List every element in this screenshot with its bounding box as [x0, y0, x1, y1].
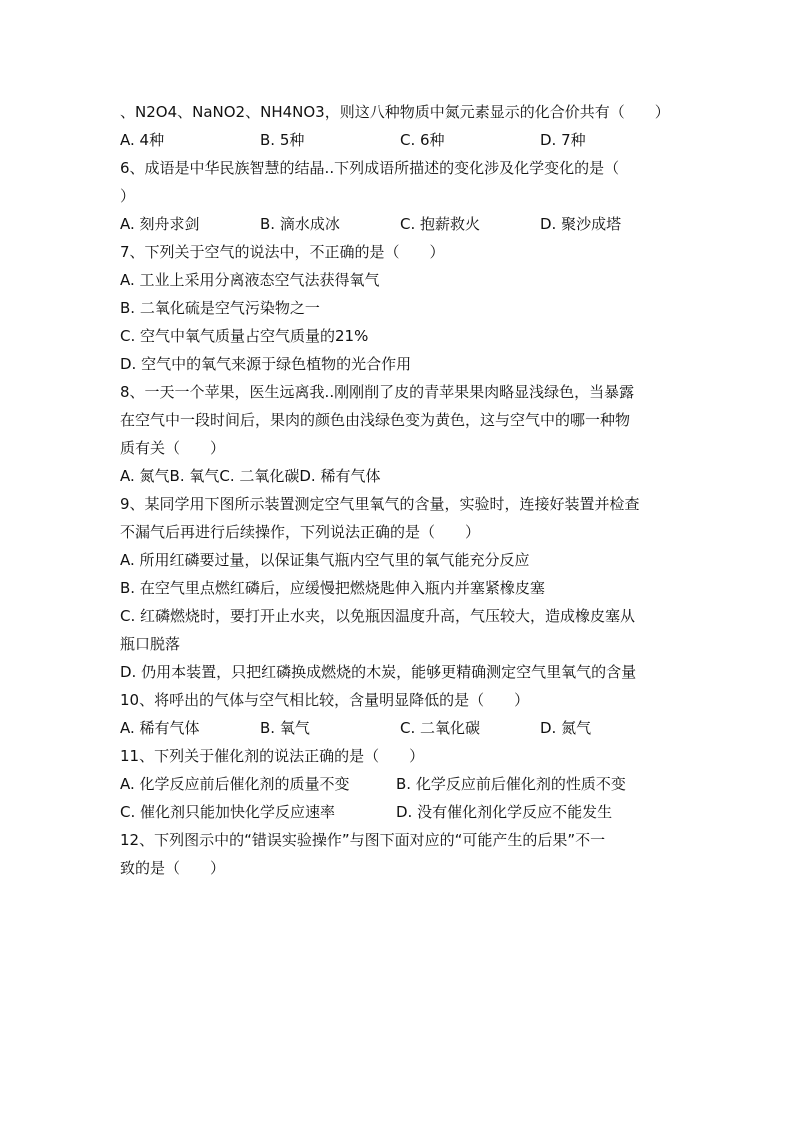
q6-option-b: B. 滴水成冰	[260, 215, 340, 233]
q9-stem-line-1: 9、某同学用下图所示装置测定空气里氧气的含量，实验时，连接好装置并检查	[120, 495, 640, 513]
q11-stem: 11、下列关于催化剂的说法正确的是（ ）	[120, 747, 425, 765]
q8-options: A. 氮气B. 氧气C. 二氧化碳D. 稀有气体	[120, 467, 381, 485]
q5-options	[120, 126, 680, 154]
q7-stem: 7、下列关于空气的说法中，不正确的是（ ）	[120, 243, 445, 261]
q10-option-b: B. 氧气	[260, 719, 310, 737]
q8-stem-line-3: 质有关（ ）	[120, 439, 226, 457]
q7-option-b: B. 二氧化硫是空气污染物之一	[120, 299, 320, 317]
q9-option-c-line-1: C. 红磷燃烧时，要打开止水夹，以免瓶因温度升高，气压较大，造成橡皮塞从	[120, 607, 636, 625]
q5-option-b: B. 5种	[260, 131, 305, 149]
q5-stem-tail: 、N2O4、NaNO2、NH4NO3，则这八种物质中氮元素显示的化合价共有（ ）	[120, 103, 670, 121]
q10-option-a: A. 稀有气体	[120, 719, 200, 737]
q6-stem-line-2: ）	[120, 187, 136, 205]
q9-option-d: D. 仍用本装置，只把红磷换成燃烧的木炭，能够更精确测定空气里氧气的含量	[120, 663, 637, 681]
q12-stem-line-1: 12、下列图示中的“错误实验操作”与图下面对应的“可能产生的后果”不一	[120, 831, 606, 849]
q9-stem-line-2: 不漏气后再进行后续操作，下列说法正确的是（ ）	[120, 523, 481, 541]
q7-option-d: D. 空气中的氧气来源于绿色植物的光合作用	[120, 355, 412, 373]
q5-option-d: D. 7种	[540, 131, 586, 149]
q6-option-a: A. 刻舟求剑	[120, 215, 200, 233]
q11-options-row-2	[120, 798, 680, 826]
q6-stem-line-1: 6、成语是中华民族智慧的结晶..下列成语所描述的变化涉及化学变化的是（	[120, 159, 620, 177]
q11-option-b: B. 化学反应前后催化剂的性质不变	[396, 775, 626, 793]
q6-options	[120, 210, 680, 238]
q11-option-c: C. 催化剂只能加快化学反应速率	[120, 803, 336, 821]
q11-option-a: A. 化学反应前后催化剂的质量不变	[120, 775, 350, 793]
q11-options-row-1	[120, 770, 680, 798]
q5-option-a: A. 4种	[120, 131, 165, 149]
document-page	[120, 98, 680, 882]
q9-option-a: A. 所用红磷要过量，以保证集气瓶内空气里的氧气能充分反应	[120, 551, 530, 569]
q12-stem-line-2: 致的是（ ）	[120, 859, 226, 877]
q6-option-c: C. 抱薪救火	[400, 215, 481, 233]
q7-option-c: C. 空气中氧气质量占空气质量的21%	[120, 327, 369, 345]
q9-option-b: B. 在空气里点燃红磷后，应缓慢把燃烧匙伸入瓶内并塞紧橡皮塞	[120, 579, 545, 597]
q5-option-c: C. 6种	[400, 131, 445, 149]
q10-options	[120, 714, 680, 742]
q8-stem-line-2: 在空气中一段时间后，果肉的颜色由浅绿色变为黄色，这与空气中的哪一种物	[120, 411, 631, 429]
q7-option-a: A. 工业上采用分离液态空气法获得氧气	[120, 271, 380, 289]
q11-option-d: D. 没有催化剂化学反应不能发生	[396, 803, 613, 821]
q9-option-c-line-2: 瓶口脱落	[120, 635, 181, 653]
q10-option-c: C. 二氧化碳	[400, 719, 481, 737]
q6-option-d: D. 聚沙成塔	[540, 215, 622, 233]
q8-stem-line-1: 8、一天一个苹果，医生远离我..刚刚削了皮的青苹果果肉略显浅绿色，当暴露	[120, 383, 635, 401]
q10-option-d: D. 氮气	[540, 719, 592, 737]
q10-stem: 10、将呼出的气体与空气相比较，含量明显降低的是（ ）	[120, 691, 530, 709]
